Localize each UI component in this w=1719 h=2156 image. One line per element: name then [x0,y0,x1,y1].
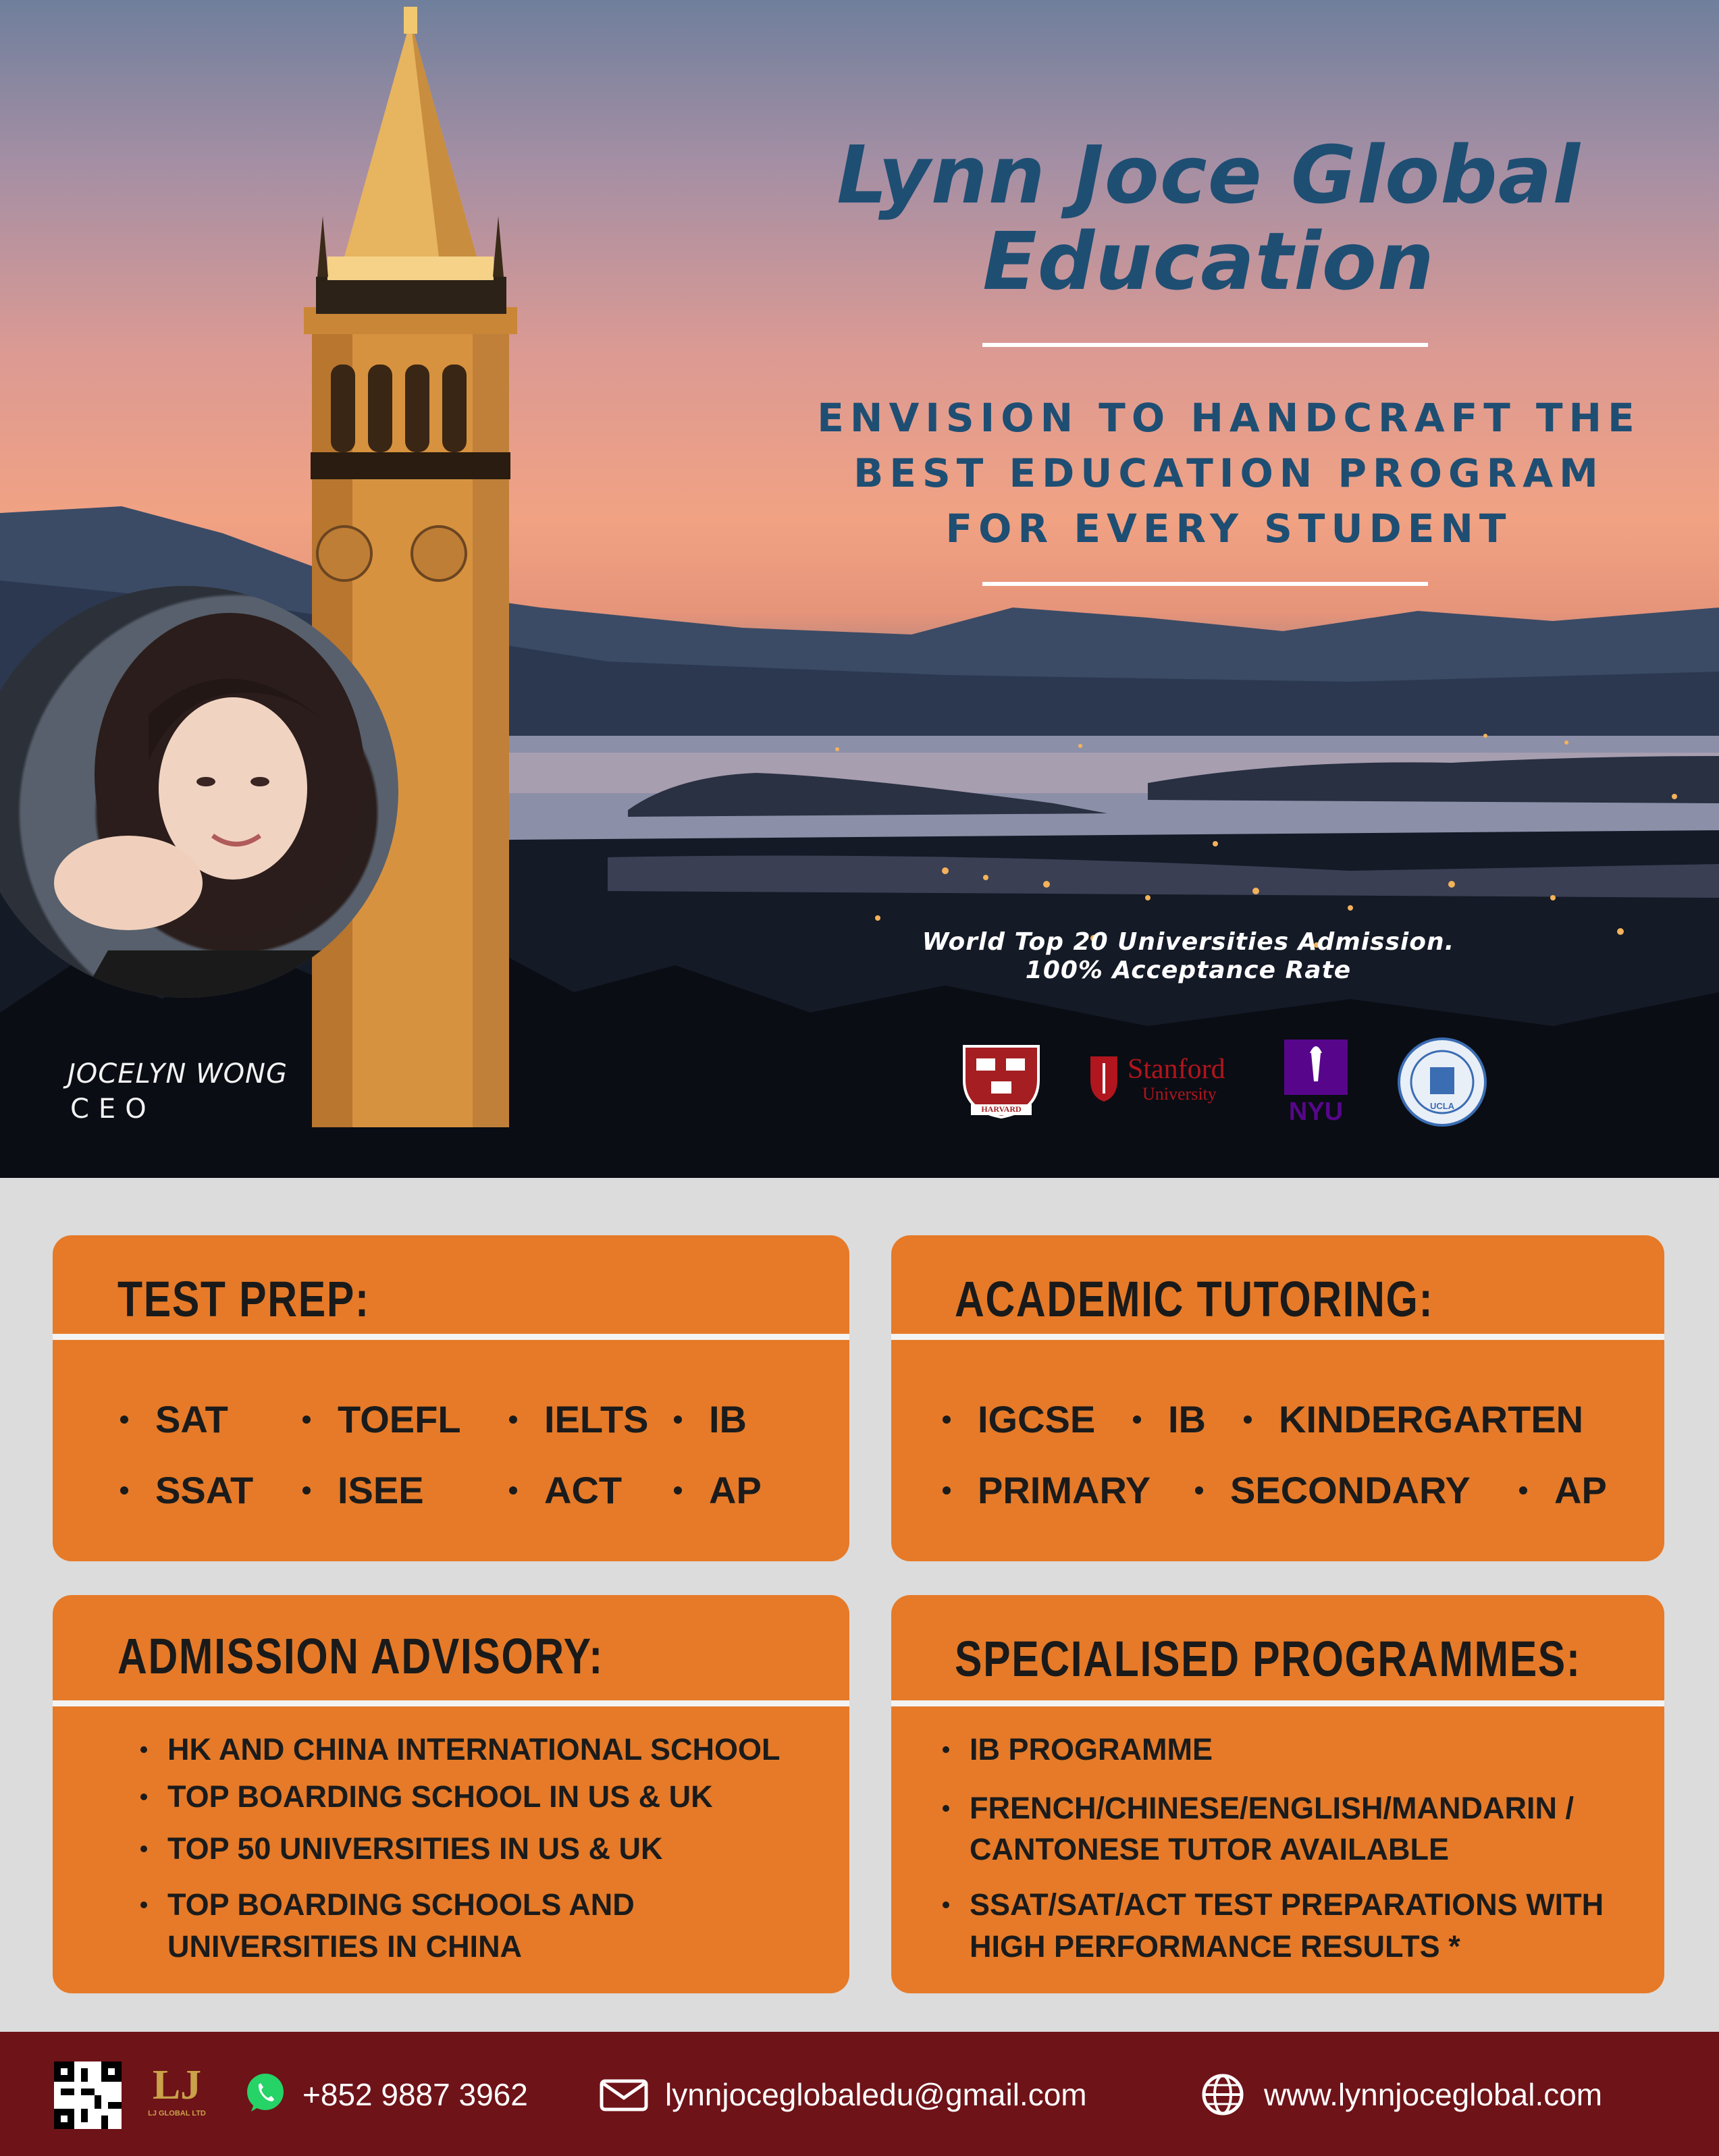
list-item: IB PROGRAMME [943,1729,1213,1771]
bullet-icon [1519,1486,1527,1494]
bullet-icon [140,1845,147,1852]
list-item: FRENCH/CHINESE/ENGLISH/MANDARIN / [943,1787,1574,1829]
nyu-label: NYU [1288,1098,1344,1126]
test-prep-card [53,1235,849,1561]
list-item-continued: UNIVERSITIES IN CHINA [167,1929,523,1964]
bullet-icon [943,1486,951,1494]
list-item: KINDERGARTEN [1244,1397,1583,1441]
bullet-icon [1133,1416,1141,1424]
academic-tutoring-heading: ACADEMIC TUTORING: [955,1271,1434,1327]
admission-stat: World Top 20 Universities Admission. 100% Acceptance Rate [922,928,1455,984]
list-item: TOP BOARDING SCHOOLS AND [140,1884,635,1926]
academic-tutoring-card [891,1235,1664,1561]
tagline-underline [982,582,1428,586]
title-underline [982,343,1428,347]
stanford-name: Stanford [1128,1054,1225,1085]
admission-advisory-heading: ADMISSION ADVISORY: [117,1628,604,1684]
list-item: IGCSE [943,1397,1095,1441]
globe-icon [1200,2072,1245,2117]
card-divider [891,1334,1664,1340]
specialised-programmes-card [891,1595,1664,1993]
bullet-icon [674,1486,682,1494]
admission-advisory-card [53,1595,849,1993]
qr-code-icon[interactable] [54,2061,122,2129]
harvard-label: HARVARD [981,1104,1022,1114]
list-item: TOP 50 UNIVERSITIES IN US & UK [140,1828,663,1870]
mail-icon [600,2079,648,2111]
uc-seal-label: UCLA [1429,1101,1455,1111]
whatsapp-icon [243,2071,288,2115]
list-item-continued: CANTONESE TUTOR AVAILABLE [970,1832,1450,1866]
card-divider [891,1700,1664,1706]
bullet-icon [943,1416,951,1424]
list-item: HK AND CHINA INTERNATIONAL SCHOOL [140,1729,780,1771]
bullet-icon [943,1902,949,1908]
bullet-icon [509,1416,517,1424]
bullet-icon [943,1805,949,1812]
bullet-icon [302,1416,311,1424]
tagline: ENVISION TO HANDCRAFT THE BEST EDUCATION PROGRAM FOR EVERY STUDENT [817,395,1641,551]
lj-logo-text: LJ [152,2062,202,2108]
card-divider [53,1334,849,1340]
list-item: TOEFL [302,1397,461,1441]
ceo-name: JOCELYN WONG [68,1058,288,1089]
bullet-icon [120,1416,128,1424]
list-item: SSAT [120,1468,253,1512]
list-item: IELTS [509,1397,649,1441]
list-item: TOP BOARDING SCHOOL IN US & UK [140,1776,713,1818]
list-item: ACT [509,1468,622,1512]
lj-logo-sub: LJ GLOBAL LTD [148,2109,206,2118]
list-item-continued: HIGH PERFORMANCE RESULTS * [970,1929,1460,1964]
nyu-logo [1284,1040,1348,1127]
bullet-icon [943,1746,949,1753]
bullet-icon [140,1902,147,1908]
specialised-programmes-heading: SPECIALISED PROGRAMMES: [955,1631,1581,1687]
list-item: AP [674,1468,762,1512]
phone-link[interactable]: +852 9887 3962 [302,2077,528,2112]
list-item: SSAT/SAT/ACT TEST PREPARATIONS WITH [943,1884,1604,1926]
page-title: Lynn Joce Global Education [837,128,1581,308]
stanford-sub: University [1142,1084,1217,1104]
bullet-icon [1244,1416,1252,1424]
website-link[interactable]: www.lynnjoceglobal.com [1264,2077,1603,2112]
stanford-logo [1087,1053,1249,1107]
list-item: SECONDARY [1195,1468,1471,1512]
bullet-icon [509,1486,517,1494]
bullet-icon [120,1486,128,1494]
bullet-icon [140,1794,147,1800]
card-divider [53,1700,849,1706]
ceo-title: CEO [70,1094,156,1125]
list-item: AP [1519,1468,1607,1512]
list-item: PRIMARY [943,1468,1151,1512]
bullet-icon [1195,1486,1203,1494]
contact-footer [0,2032,1719,2156]
list-item: ISEE [302,1468,424,1512]
list-item: IB [1133,1397,1206,1441]
test-prep-heading: TEST PREP: [117,1271,370,1327]
list-item: SAT [120,1397,228,1441]
lj-global-logo [147,2061,207,2129]
bullet-icon [140,1746,147,1753]
list-item: IB [674,1397,747,1441]
uc-seal-logo [1396,1036,1488,1128]
bullet-icon [674,1416,682,1424]
bullet-icon [302,1486,311,1494]
harvard-logo [957,1040,1045,1121]
email-link[interactable]: lynnjoceglobaledu@gmail.com [665,2077,1087,2112]
